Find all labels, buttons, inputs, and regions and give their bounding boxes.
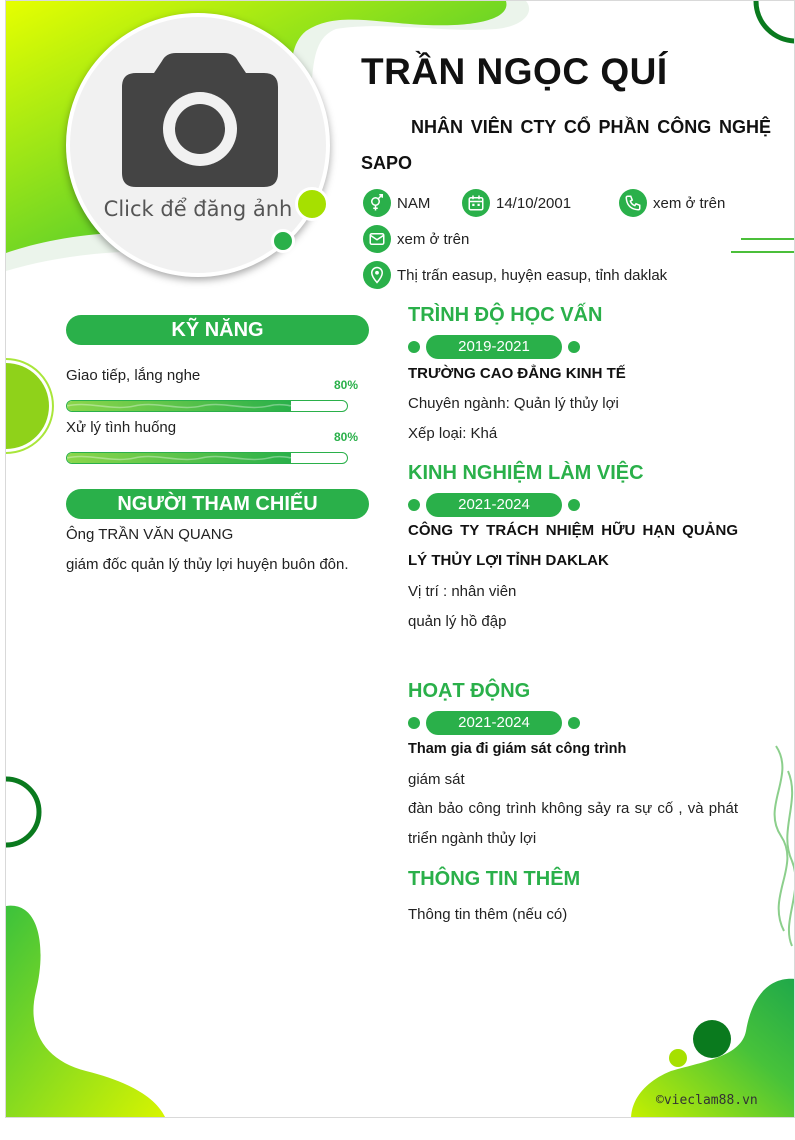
experience-company: CÔNG TY TRÁCH NHIỆM HỮU HẠN QUẢNG LÝ THỦY LỢI TỈNH DAKLAK [408,522,738,569]
avatar-dot-large [295,187,329,221]
education-heading: TRÌNH ĐỘ HỌC VẤN [408,304,603,326]
activity-description: đàn bảo công trình không sảy ra sự cố , và phát triển ngành thủy lợi [408,800,738,847]
skill-bar-fill [67,401,291,411]
phone-row [619,189,725,217]
camera-icon [122,53,278,188]
phone-icon [619,189,647,217]
watermark: ©vieclam88.vn [656,1093,758,1108]
activity-name: Tham gia đi giám sát công trình [408,741,627,757]
dob-row [462,189,571,217]
avatar-upload-label: Click để đăng ảnh [103,197,293,221]
additional-text: Thông tin thêm (nếu có) [408,906,568,923]
timeline-dot [568,499,580,511]
address-value: Thị trấn easup, huyện easup, tỉnh daklak [397,266,668,284]
gender-value: NAM [397,194,431,212]
gender-icon [363,189,391,217]
activities-period [408,711,580,735]
education-period-label: 2019-2021 [426,335,562,359]
skill-bar [66,400,348,412]
envelope-icon [363,225,391,253]
dob-value: 14/10/2001 [496,194,572,212]
timeline-dot [568,341,580,353]
experience-heading: KINH NGHIỆM LÀM VIỆC [408,462,644,484]
email-row [363,225,469,253]
education-grade: Xếp loại: Khá [408,425,498,442]
avatar-dot-small [271,229,295,253]
job-title: NHÂN VIÊN CTY CỔ PHẦN CÔNG NGHỆ SAPO [361,117,771,173]
timeline-dot [408,341,420,353]
experience-description: quản lý hồ đập [408,613,507,630]
location-pin-icon [363,261,391,289]
education-school: TRƯỜNG CAO ĐẲNG KINH TẾ [408,365,626,382]
references-heading: NGƯỜI THAM CHIẾU [66,489,369,519]
phone-value: xem ở trên [653,194,726,212]
experience-period [408,493,580,517]
education-major: Chuyên ngành: Quản lý thủy lợi [408,395,619,412]
activities-heading: HOẠT ĐỘNG [408,680,531,702]
gender-row [363,189,430,217]
skill-name: Giao tiếp, lắng nghe [66,367,201,384]
timeline-dot [408,499,420,511]
skill-bar-fill [67,453,291,463]
timeline-dot [568,717,580,729]
additional-heading: THÔNG TIN THÊM [408,868,581,890]
activities-period-label: 2021-2024 [426,711,562,735]
skill-percent: 80% [334,430,359,444]
experience-position: Vị trí : nhân viên [408,583,517,600]
reference-position: giám đốc quản lý thủy lợi huyện buôn đôn. [66,556,349,573]
cv-page [5,0,795,1118]
skill-name: Xử lý tình huống [66,419,177,436]
email-value: xem ở trên [397,230,470,248]
calendar-icon [462,189,490,217]
timeline-dot [408,717,420,729]
activity-role: giám sát [408,771,465,788]
reference-name: Ông TRẦN VĂN QUANG [66,526,234,543]
experience-period-label: 2021-2024 [426,493,562,517]
skill-percent: 80% [334,378,359,392]
candidate-name: TRẦN NGỌC QUÍ [361,51,668,92]
education-period [408,335,580,359]
skills-heading: KỸ NĂNG [66,315,369,345]
address-row [363,261,667,289]
skill-bar [66,452,348,464]
